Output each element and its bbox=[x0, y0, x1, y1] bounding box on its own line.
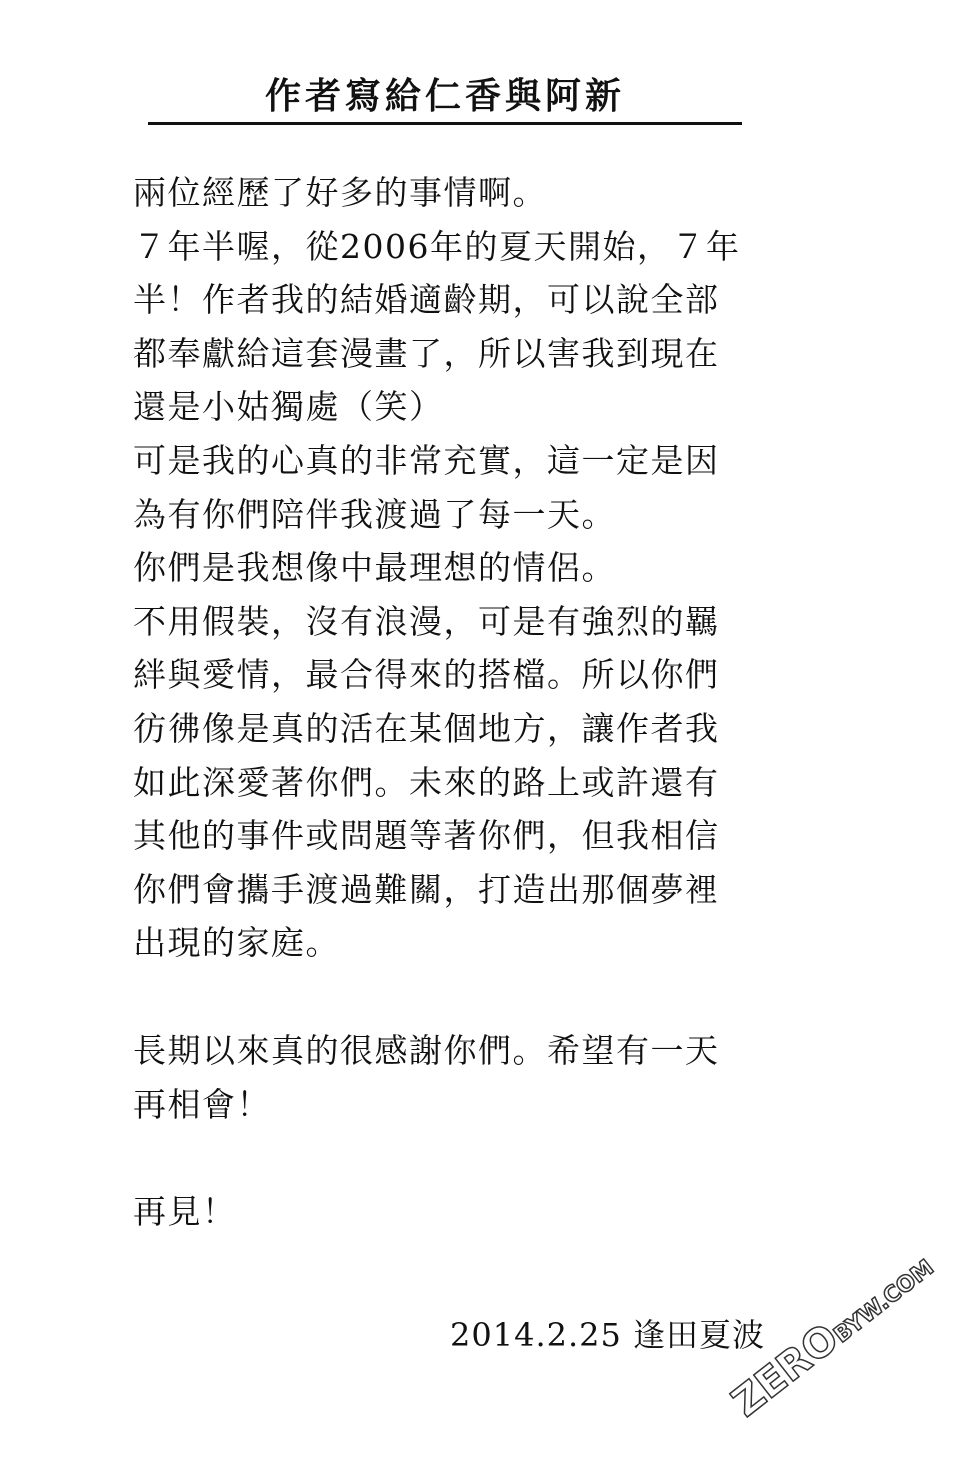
text-line: 彷彿像是真的活在某個地方，讓作者我 bbox=[133, 708, 720, 748]
text-line: 為有你們陪伴我渡過了每一天。 bbox=[133, 494, 616, 534]
text-line: 如此深愛著你們。未來的路上或許還有 bbox=[133, 762, 720, 802]
text-line: ７年半喔，從2006年的夏天開始，７年 bbox=[133, 226, 741, 266]
text-line: 不用假裝，沒有浪漫，可是有強烈的羈 bbox=[133, 601, 720, 641]
text-line: 半！作者我的結婚適齡期，可以說全部 bbox=[133, 280, 720, 320]
title-underline bbox=[148, 122, 742, 125]
text-line: 你們會攜手渡過難關，打造出那個夢裡 bbox=[133, 869, 720, 909]
text-line: 再相會！ bbox=[133, 1084, 271, 1124]
signature-date: 2014.2.25 逢田夏波 bbox=[450, 1316, 766, 1354]
text-line: 可是我的心真的非常充實，這一定是因 bbox=[133, 440, 720, 480]
text-line: 還是小姑獨處（笑） bbox=[133, 387, 444, 427]
watermark-main: ZERO bbox=[723, 1315, 848, 1426]
page-title: 作者寫給仁香與阿新 bbox=[264, 75, 625, 117]
text-line: 都奉獻給這套漫畫了，所以害我到現在 bbox=[133, 333, 720, 373]
watermark-suffix: BYW.COM bbox=[829, 1255, 939, 1349]
text-line: 兩位經歷了好多的事情啊。 bbox=[133, 173, 547, 212]
text-line: 再見！ bbox=[133, 1192, 237, 1232]
text-line: 出現的家庭。 bbox=[133, 923, 340, 963]
text-line: 其他的事件或問題等著你們，但我相信 bbox=[133, 816, 720, 856]
text-line: 長期以來真的很感謝你們。希望有一天 bbox=[133, 1030, 720, 1070]
text-line: 你們是我想像中最理想的情侶。 bbox=[133, 548, 616, 588]
text-line: 絆與愛情，最合得來的搭檔。所以你們 bbox=[133, 655, 720, 695]
letter-body bbox=[133, 166, 833, 1239]
